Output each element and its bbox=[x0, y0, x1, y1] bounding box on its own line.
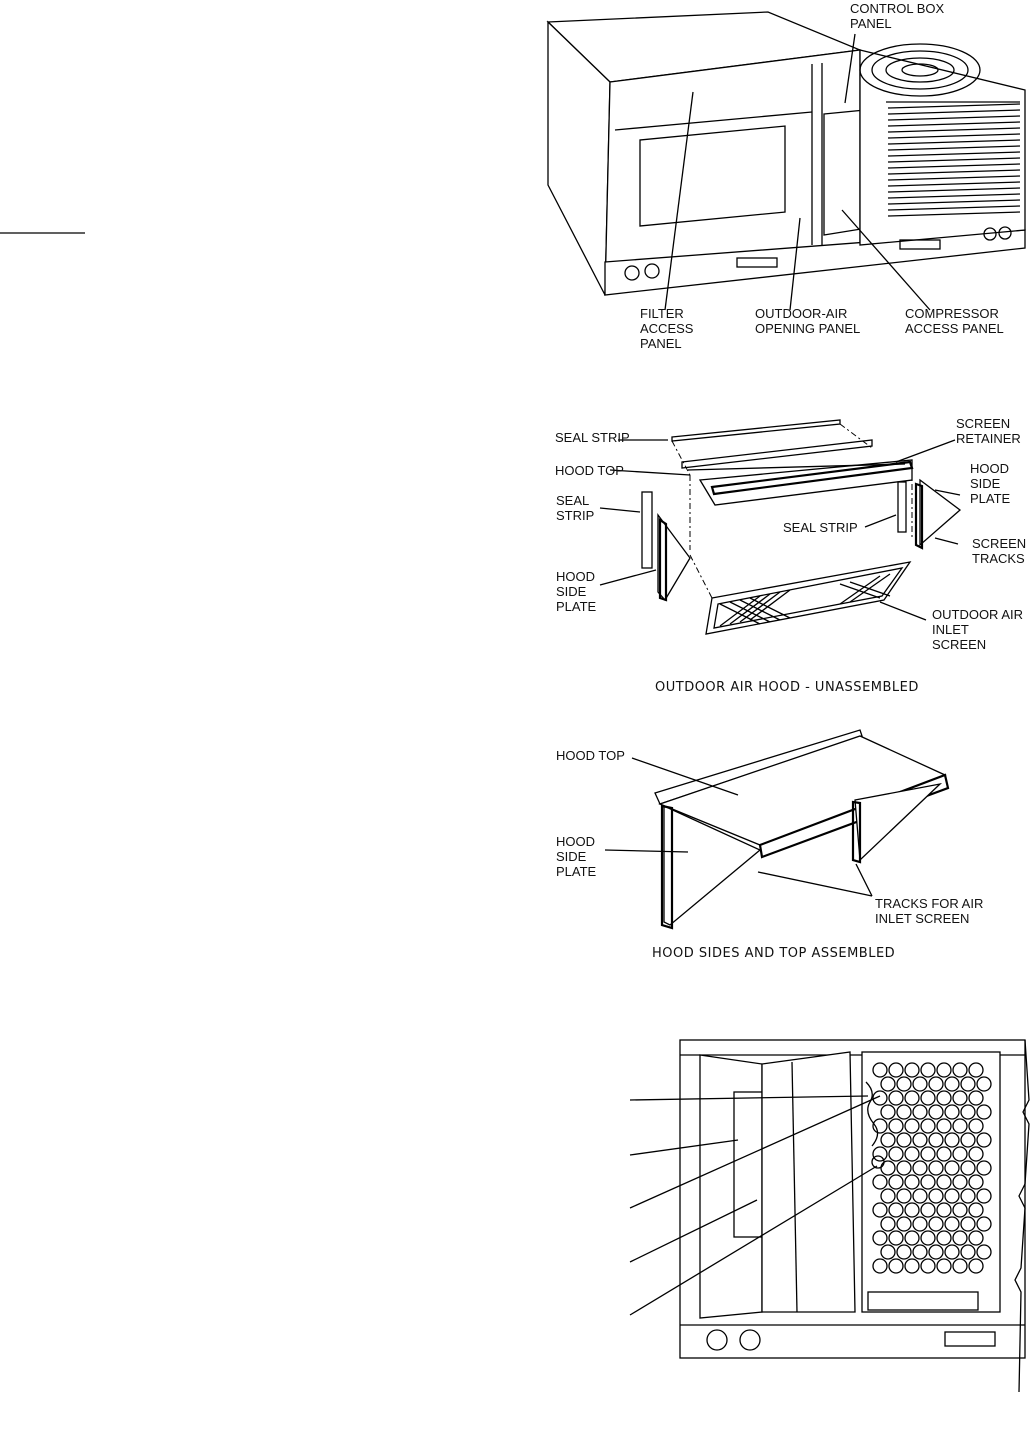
hood-side-plate-assembled-label-3: PLATE bbox=[556, 864, 597, 879]
seal-strip-left-label-1: SEAL bbox=[556, 493, 590, 508]
screen-retainer-label-2: RETAINER bbox=[956, 431, 1021, 446]
outdoor-air-inlet-screen-label-1: OUTDOOR AIR bbox=[932, 607, 1024, 622]
compressor-access-label-1: COMPRESSOR bbox=[905, 306, 999, 321]
compressor-access-label-2: ACCESS PANEL bbox=[905, 321, 1004, 336]
seal-strip-top-label: SEAL STRIP bbox=[555, 430, 630, 445]
hood-side-plate-left-label-2: SIDE bbox=[556, 584, 587, 599]
filter-access-label-2: ACCESS bbox=[640, 321, 694, 336]
tracks-label-2: INLET SCREEN bbox=[875, 911, 970, 926]
control-box-label-2: PANEL bbox=[850, 16, 892, 31]
filter-access-label-1: FILTER bbox=[640, 306, 684, 321]
svg-text:SCREENTRACKS bbox=[972, 536, 1026, 566]
interior-view-drawing bbox=[680, 1040, 1029, 1392]
filter-access-label-3: PANEL bbox=[640, 336, 682, 351]
hood-side-plate-left-label-1: HOOD bbox=[556, 569, 595, 584]
outdoor-air-opening-label-2: OPENING PANEL bbox=[755, 321, 861, 336]
hood-side-plate-assembled-label-2: SIDE bbox=[556, 849, 587, 864]
hood-side-plate-right-label-3: PLATE bbox=[970, 491, 1011, 506]
hood-top-assembled-label: HOOD TOP bbox=[556, 748, 625, 763]
svg-text:OUTDOOR-AIROPENING PANEL bbox=[755, 306, 860, 336]
hood-side-plate-left-label-3: PLATE bbox=[556, 599, 597, 614]
outdoor-air-opening-label-1: OUTDOOR-AIR bbox=[755, 306, 848, 321]
screen-tracks-label-2: TRACKS bbox=[972, 551, 1025, 566]
hood-side-plate-assembled-label-1: HOOD bbox=[556, 834, 595, 849]
outdoor-air-inlet-screen-label-3: SCREEN bbox=[932, 637, 987, 652]
hood-side-plate-right-label-2: SIDE bbox=[970, 476, 1001, 491]
seal-strip-mid-label: SEAL STRIP bbox=[783, 520, 858, 535]
seal-strip-left-label-2: STRIP bbox=[556, 508, 595, 523]
svg-text:HOODSIDEPLATE bbox=[970, 461, 1011, 506]
tracks-label-1: TRACKS FOR AIR bbox=[875, 896, 984, 911]
hood-unassembled-caption: OUTDOOR AIR HOOD - UNASSEMBLED bbox=[655, 680, 919, 695]
unit-exterior-drawing bbox=[548, 12, 1025, 295]
hood-assembled-caption: HOOD SIDES AND TOP ASSEMBLED bbox=[652, 946, 896, 961]
hood-side-plate-right-label-1: HOOD bbox=[970, 461, 1009, 476]
svg-text:FILTERACCESSPANEL bbox=[640, 306, 694, 351]
outdoor-air-inlet-screen-label-2: INLET bbox=[932, 622, 969, 637]
svg-text:OUTDOOR AIRINLETSCREEN bbox=[932, 607, 1023, 652]
svg-text:SCREENRETAINER bbox=[956, 416, 1021, 446]
control-box-label-1: CONTROL BOX bbox=[850, 1, 945, 16]
svg-text:CONTROL BOXPANEL bbox=[850, 1, 944, 31]
screen-retainer-label-1: SCREEN bbox=[956, 416, 1011, 431]
screen-tracks-label-1: SCREEN bbox=[972, 536, 1027, 551]
svg-text:HOODSIDEPLATE bbox=[556, 834, 597, 879]
svg-text:SEALSTRIP bbox=[556, 493, 594, 523]
svg-text:TRACKS FOR AIRINLET SCREEN bbox=[875, 896, 983, 926]
hood-top-label: HOOD TOP bbox=[555, 463, 624, 478]
svg-text:HOODSIDEPLATE bbox=[556, 569, 597, 614]
svg-text:COMPRESSORACCESS PANEL bbox=[905, 306, 1004, 336]
